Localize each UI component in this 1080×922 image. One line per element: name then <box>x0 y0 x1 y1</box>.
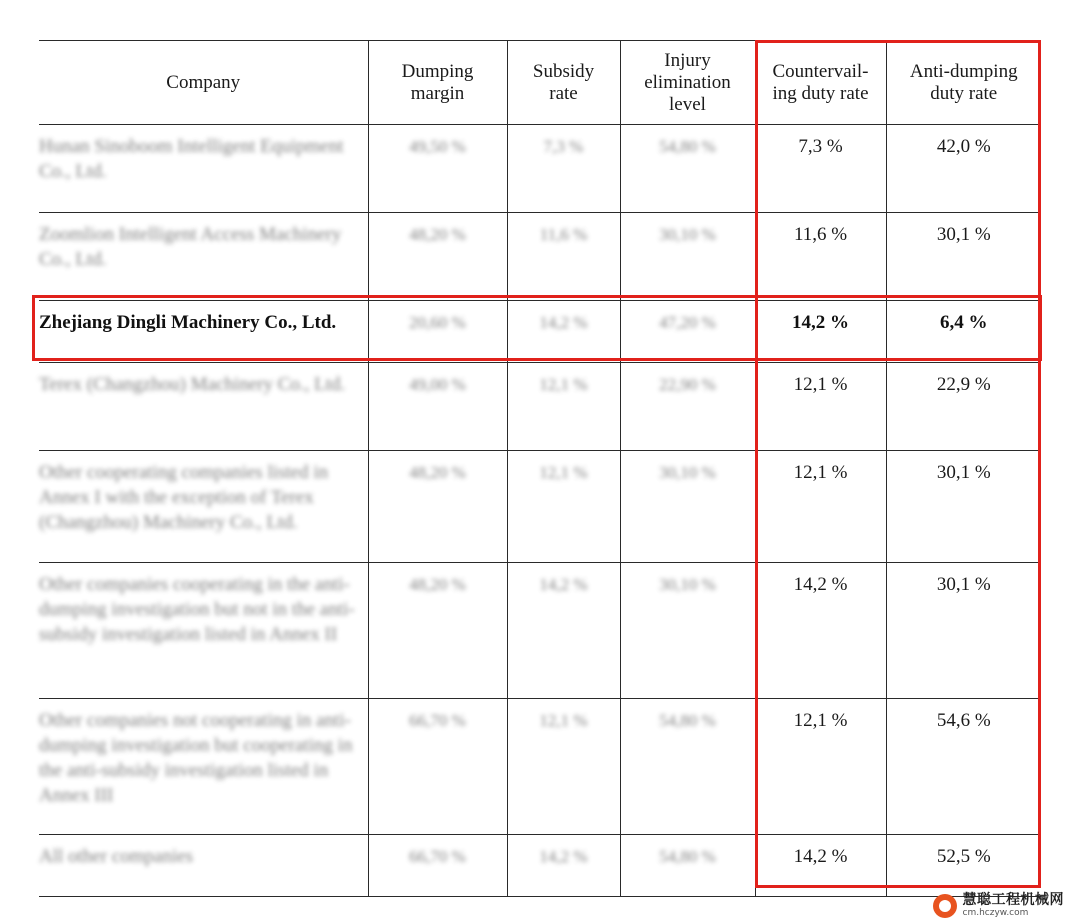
cell-countervailing-duty-rate: 12,1 % <box>755 451 886 563</box>
injury-level-value: 30,10 % <box>659 463 716 482</box>
watermark-text <box>963 893 1065 918</box>
header-company: Company <box>39 41 368 125</box>
cell-subsidy-rate <box>507 301 620 363</box>
company-name: Terex (Changzhou) Machinery Co., Ltd. <box>39 374 346 395</box>
header-dumping-margin: Dumping margin <box>368 41 507 125</box>
cell-injury-elimination-level <box>620 835 755 897</box>
cell-company <box>39 363 368 451</box>
cell-dumping-margin <box>368 835 507 897</box>
cell-dumping-margin <box>368 363 507 451</box>
subsidy-rate-value: 14,2 % <box>539 847 588 866</box>
table-row <box>39 835 1041 897</box>
cell-subsidy-rate <box>507 835 620 897</box>
cell-countervailing-duty-rate: 7,3 % <box>755 125 886 213</box>
watermark <box>933 893 1065 918</box>
subsidy-rate-value: 14,2 % <box>539 313 588 332</box>
cell-dumping-margin <box>368 301 507 363</box>
injury-level-value: 30,10 % <box>659 575 716 594</box>
cell-injury-elimination-level <box>620 363 755 451</box>
dumping-margin-value: 20,60 % <box>409 313 466 332</box>
subsidy-rate-value: 12,1 % <box>539 463 588 482</box>
cell-countervailing-duty-rate: 14,2 % <box>755 835 886 897</box>
injury-level-value: 30,10 % <box>659 225 716 244</box>
cell-anti-dumping-duty-rate: 6,4 % <box>886 301 1041 363</box>
header-anti-dumping-duty-rate: Anti-dumping duty rate <box>886 41 1041 125</box>
table-header-row <box>39 41 1041 125</box>
header-injury-elimination-level: Injury elimination level <box>620 41 755 125</box>
cell-countervailing-duty-rate: 14,2 % <box>755 563 886 699</box>
injury-level-value: 54,80 % <box>659 137 716 156</box>
header-subsidy-rate: Subsidy rate <box>507 41 620 125</box>
cell-injury-elimination-level <box>620 563 755 699</box>
cell-countervailing-duty-rate: 12,1 % <box>755 699 886 835</box>
dumping-margin-value: 48,20 % <box>409 225 466 244</box>
company-name: All other companies <box>39 846 194 867</box>
table-row <box>39 563 1041 699</box>
cell-anti-dumping-duty-rate: 30,1 % <box>886 563 1041 699</box>
cell-countervailing-duty-rate: 12,1 % <box>755 363 886 451</box>
subsidy-rate-value: 14,2 % <box>539 575 588 594</box>
table-row <box>39 451 1041 563</box>
cell-subsidy-rate <box>507 563 620 699</box>
dumping-margin-value: 66,70 % <box>409 711 466 730</box>
company-name: Other cooperating companies listed in Annex I with the exception of Terex (Changzhou) Machinery Co., Ltd. <box>39 462 329 533</box>
company-name: Other companies cooperating in the anti-dumping investigation but not in the anti-subsidy investigation listed in Annex II <box>39 574 355 645</box>
dumping-margin-value: 48,20 % <box>409 575 466 594</box>
cell-injury-elimination-level <box>620 301 755 363</box>
cell-anti-dumping-duty-rate: 42,0 % <box>886 125 1041 213</box>
cell-dumping-margin <box>368 213 507 301</box>
cell-subsidy-rate <box>507 451 620 563</box>
injury-level-value: 54,80 % <box>659 711 716 730</box>
subsidy-rate-value: 11,6 % <box>539 225 588 244</box>
cell-anti-dumping-duty-rate: 52,5 % <box>886 835 1041 897</box>
cell-anti-dumping-duty-rate: 54,6 % <box>886 699 1041 835</box>
subsidy-rate-value: 12,1 % <box>539 711 588 730</box>
cell-injury-elimination-level <box>620 125 755 213</box>
cell-company: Zhejiang Dingli Machinery Co., Ltd. <box>39 301 368 363</box>
cell-anti-dumping-duty-rate: 30,1 % <box>886 451 1041 563</box>
cell-subsidy-rate <box>507 125 620 213</box>
cell-countervailing-duty-rate: 11,6 % <box>755 213 886 301</box>
dumping-margin-value: 48,20 % <box>409 463 466 482</box>
table-row-highlighted <box>39 301 1041 363</box>
injury-level-value: 47,20 % <box>659 313 716 332</box>
company-name: Hunan Sinoboom Intelligent Equipment Co., Ltd. <box>39 136 344 182</box>
cell-anti-dumping-duty-rate: 30,1 % <box>886 213 1041 301</box>
cell-company <box>39 125 368 213</box>
dumping-margin-value: 49,00 % <box>409 375 466 394</box>
injury-level-value: 22,90 % <box>659 375 716 394</box>
cell-anti-dumping-duty-rate: 22,9 % <box>886 363 1041 451</box>
cell-injury-elimination-level <box>620 213 755 301</box>
cell-subsidy-rate <box>507 699 620 835</box>
injury-level-value: 54,80 % <box>659 847 716 866</box>
subsidy-rate-value: 7,3 % <box>543 137 584 156</box>
cell-subsidy-rate <box>507 363 620 451</box>
watermark-site-name: 慧聪工程机械网 <box>962 892 1064 908</box>
cell-company <box>39 699 368 835</box>
duty-rate-table <box>39 40 1041 897</box>
company-name: Other companies not cooperating in anti-dumping investigation but cooperating in the anti-subsidy investigation listed in Annex III <box>39 710 353 806</box>
duty-rate-table-container <box>39 40 1041 897</box>
cell-company <box>39 451 368 563</box>
cell-dumping-margin <box>368 563 507 699</box>
watermark-logo-icon <box>933 894 957 918</box>
header-countervailing-duty-rate: Countervail- ing duty rate <box>755 41 886 125</box>
cell-company <box>39 213 368 301</box>
table-row <box>39 125 1041 213</box>
dumping-margin-value: 66,70 % <box>409 847 466 866</box>
cell-dumping-margin <box>368 699 507 835</box>
subsidy-rate-value: 12,1 % <box>539 375 588 394</box>
dumping-margin-value: 49,50 % <box>409 137 466 156</box>
watermark-url: cm.hczyw.com <box>962 908 1029 918</box>
cell-company <box>39 835 368 897</box>
table-row <box>39 699 1041 835</box>
cell-dumping-margin <box>368 451 507 563</box>
cell-subsidy-rate <box>507 213 620 301</box>
cell-company <box>39 563 368 699</box>
cell-injury-elimination-level <box>620 699 755 835</box>
cell-injury-elimination-level <box>620 451 755 563</box>
cell-dumping-margin <box>368 125 507 213</box>
cell-countervailing-duty-rate: 14,2 % <box>755 301 886 363</box>
company-name: Zoomlion Intelligent Access Machinery Co., Ltd. <box>39 224 342 270</box>
table-row <box>39 213 1041 301</box>
table-row <box>39 363 1041 451</box>
